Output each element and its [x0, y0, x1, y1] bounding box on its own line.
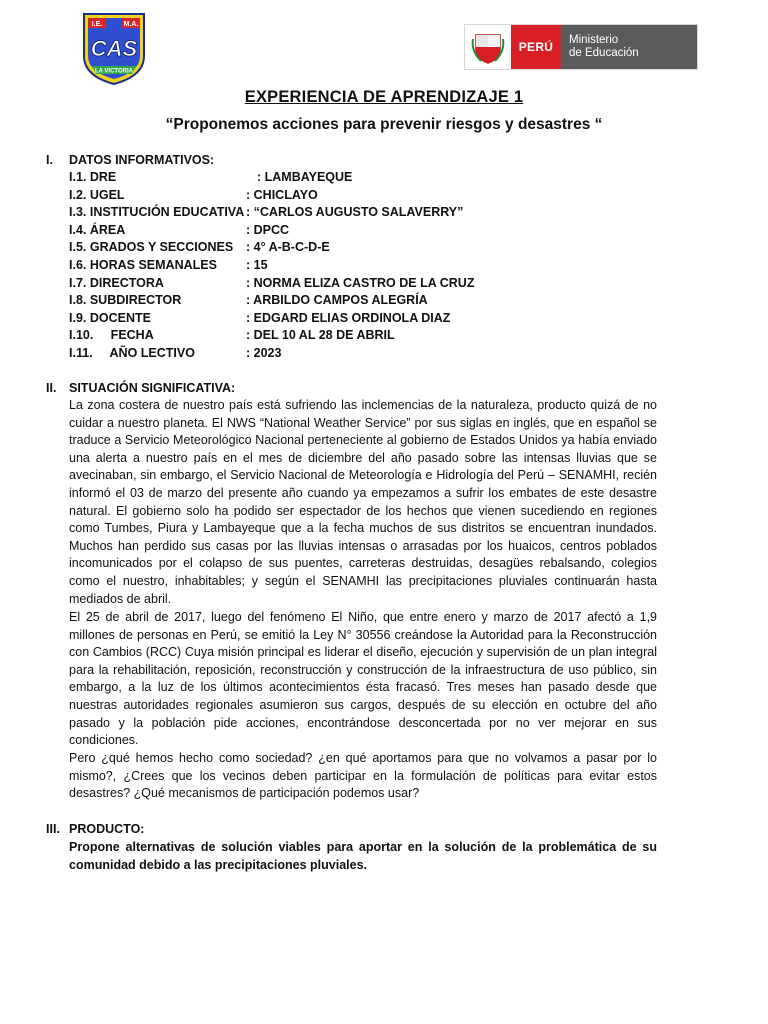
section-producto-heading	[46, 822, 144, 836]
ministry-line2: de Educación	[569, 47, 639, 59]
school-logo-ma: M.A.	[123, 21, 139, 28]
info-value: : CHICLAYO	[246, 188, 318, 202]
info-label: I.10. FECHA	[69, 328, 154, 342]
ministry-country: PERÚ	[511, 25, 561, 69]
ministry-name	[561, 25, 697, 69]
info-value: : NORMA ELIZA CASTRO DE LA CRUZ	[246, 276, 475, 290]
school-logo	[80, 10, 148, 86]
info-label: I.9. DOCENTE	[69, 311, 151, 325]
info-label: I.1. DRE	[69, 170, 117, 184]
info-label: I.8. SUBDIRECTOR	[69, 293, 182, 307]
info-label: I.2. UGEL	[69, 188, 125, 202]
info-value: : DPCC	[246, 223, 290, 237]
section-producto-number: III.	[46, 822, 60, 836]
info-value: : 4° A-B-C-D-E	[246, 240, 330, 254]
peru-crest-icon	[465, 25, 511, 69]
info-label: I.11. AÑO LECTIVO	[69, 346, 195, 360]
info-value: : LAMBAYEQUE	[257, 170, 353, 184]
section-situacion-title: SITUACIÓN SIGNIFICATIVA:	[69, 381, 236, 395]
section-situacion-heading	[46, 381, 235, 395]
section-producto-title: PRODUCTO:	[69, 822, 145, 836]
situacion-paragraph: La zona costera de nuestro país está sufriendo las inclemencias de la naturaleza, producto quizá de no cuidar a nuestro planeta. El NWS “National Weather Service” por sus siglas en inglés, que en español se traduce a Servicio Meteorológico Nacional perteneciente al gobierno de Estados Unidos ya había enviado una alerta a nuestro país en el mes de diciembre del año pasado sobre las intensas lluvias que se avecinaban, sin embargo, el Servicio Nacional de Meteorología e Hidrología del Perú – SENAMHI, recién informó el 03 de marzo del presente año cuando ya empezamos a sufrir los embates de este desastre natural. El gobierno solo ha podido ser espectador de los hechos que vienen sucediendo en regiones como Tumbes, Piura y Lambayeque que a la fecha muchos de sus distritos se encuentran inundados. Muchos han perdido sus casas por las lluvias intensas o arrasadas por los huaicos, centros poblados incomunicados por el colapso de sus puentes, carreteras destruidas, desagües rebalsando, colegios como el nuestro, inhabitables; y según el SENAMHI las precipitaciones pluviales continuarán hasta mediados de abril.	[69, 398, 657, 606]
situacion-paragraph: Pero ¿qué hemos hecho como sociedad? ¿en qué aportamos para que no volvamos a pasar por lo mismo?, ¿Crees que los vecinos deben participar en la formulación de políticas para evitar estos desastres? ¿Qué mecanismos de participación podemos usar?	[69, 751, 657, 801]
info-value: : DEL 10 AL 28 DE ABRIL	[246, 328, 395, 342]
school-logo-ie: I.E.	[91, 21, 103, 28]
info-value: : 15	[246, 258, 268, 272]
ministry-logo	[464, 24, 698, 70]
info-value: : “CARLOS AUGUSTO SALAVERRY”	[246, 205, 464, 219]
situacion-paragraph: El 25 de abril de 2017, luego del fenómeno El Niño, que entre enero y marzo de 2017 afectó a 1,9 millones de personas en Perú, se emitió la Ley N° 30556 creándose la Autoridad para la Reconstrucción con Cambios (RCC) Cuya misión principal es liderar el diseño, ejecución y supervisión de un plan integral para la rehabilitación, reposición, reconstrucción y construcción de la infraestructura de uso público, sin embargo, a la luz de los últimos acontecimientos ésta fracasó. Tres meses han pasado desde que nuestras autoridades regionales asumieron sus cargos, después de su elección en octubre del año pasado y la población pide acciones, encontrándose desconcertada por no ver mejorar en sus condiciones.	[69, 610, 657, 748]
info-label: I.5. GRADOS Y SECCIONES	[69, 240, 234, 254]
section-datos-number: I.	[46, 153, 53, 167]
school-logo-banner: LA VICTORIA	[94, 68, 134, 75]
info-value: : 2023	[246, 346, 282, 360]
section-situacion-number: II.	[46, 381, 57, 395]
info-value: : ARBILDO CAMPOS ALEGRÍA	[246, 293, 428, 307]
school-logo-monogram: CAS	[90, 36, 138, 61]
info-label: I.3. INSTITUCIÓN EDUCATIVA	[69, 205, 245, 219]
section-datos-title: DATOS INFORMATIVOS:	[69, 153, 215, 167]
ministry-line1: Ministerio	[569, 34, 619, 46]
info-label: I.4. ÁREA	[69, 223, 126, 237]
info-label: I.6. HORAS SEMANALES	[69, 258, 217, 272]
document-subtitle: “Proponemos acciones para prevenir riesgos y desastres “	[165, 116, 603, 133]
producto-text: Propone alternativas de solución viables para aportar en la solución de la problemática de su comunidad debido a las precipitaciones pluviales.	[69, 840, 657, 872]
document-title	[0, 88, 768, 107]
document-title-text: EXPERIENCIA DE APRENDIZAJE 1	[244, 88, 524, 106]
section-datos-heading	[46, 153, 214, 167]
info-label: I.7. DIRECTORA	[69, 276, 164, 290]
info-value: : EDGARD ELIAS ORDINOLA DIAZ	[246, 311, 451, 325]
